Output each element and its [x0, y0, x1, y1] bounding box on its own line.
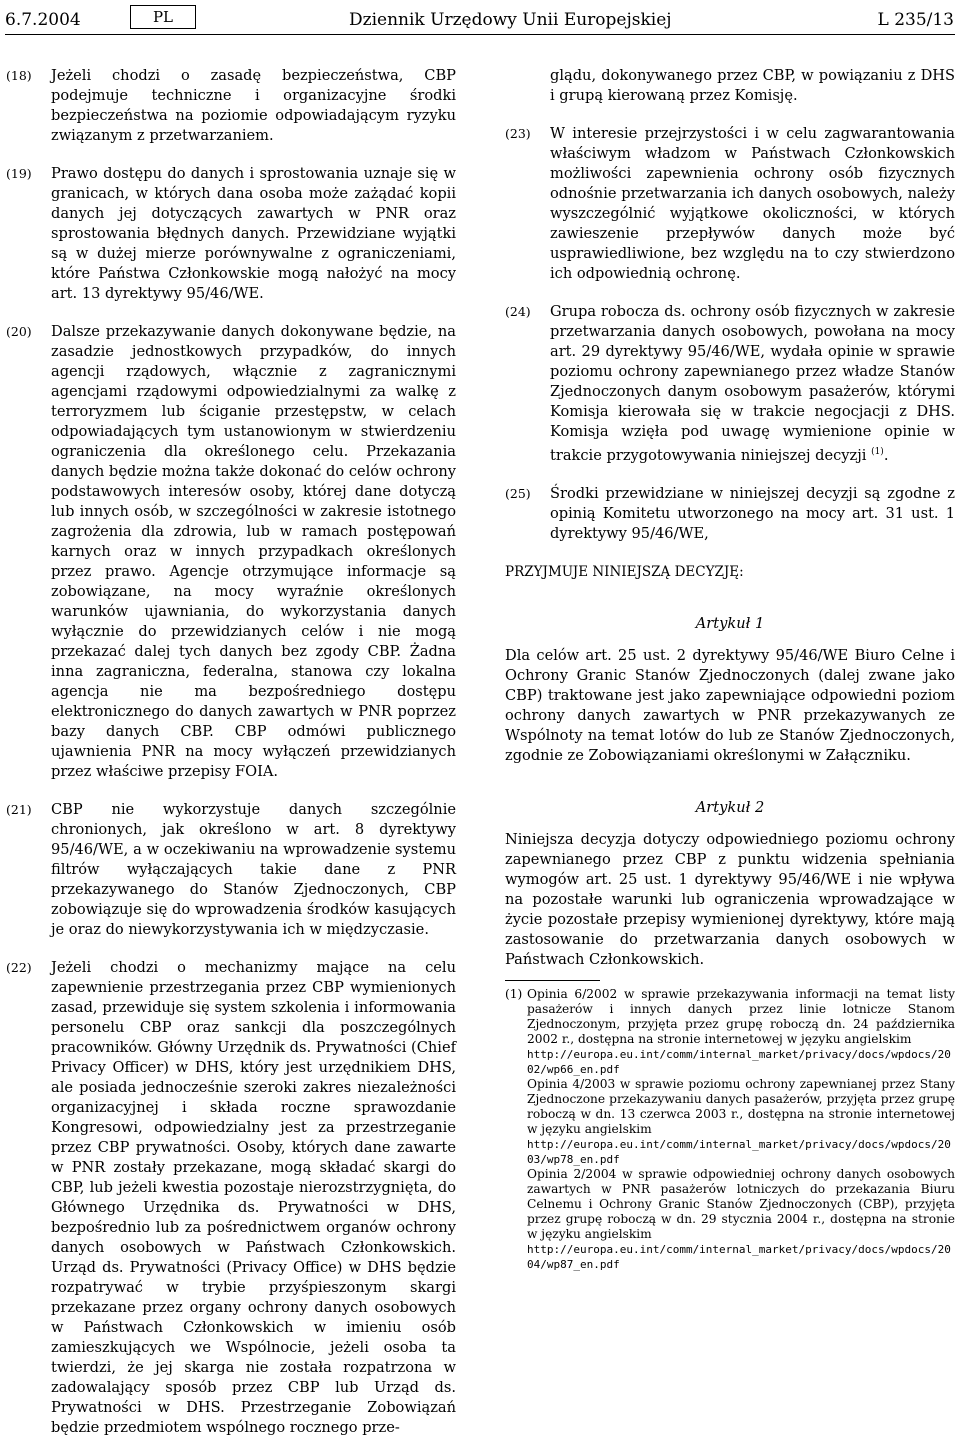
- recital-body: Grupa robocza ds. ochrony osób fizycznych w zakresie przetwarzania danych osobowych, powołana na mocy art. 29 dyrektywy 95/46/WE, wydała opinie w sprawie poziomu ochrony zapewnianego przez władze Stanów Zjednoczonych danym osobowym pasażerów, którymi Komisja kierowała się w trakcie negocjacji z DHS. Komisja wzięła pod uwagę wymienione opinie w trakcie przygotowywania niniejszej decyzji: [550, 303, 955, 464]
- page-header: [0, 5, 960, 35]
- article-2-text: Niniejsza decyzja dotyczy odpowiedniego poziomu ochrony zapewnianego przez CBP z punktu widzenia spełniania wymogów art. 25 ust. 1 dyrektywy 95/46/WE i nie wpływa na pozostałe warunki lub ograniczenia wprowadzające w życie pozostałe przepisy wymienionej dyrektywy, które mają zastosowanie do przetwarzania danych osobowych w Państwach Członkowskich.: [505, 830, 955, 968]
- recital-24: [505, 302, 955, 466]
- left-column: [6, 66, 456, 1456]
- footnote-opinion-1: Opinia 6/2002 w sprawie przekazywania informacji na temat listy pasażerów i innych danych przez linie lotnicze Stanom Zjednoczonym, przyjęta przez grupę roboczą dn. 24 października 2002 r., dostępna na stronie internetowej w języku angielskim: [527, 986, 955, 1046]
- footnote-link-2[interactable]: http://europa.eu.int/comm/internal_market/privacy/docs/wpdocs/2003/wp78_en.pdf: [527, 1137, 951, 1166]
- recital-number: (24): [505, 304, 531, 319]
- footnote-link-3[interactable]: http://europa.eu.int/comm/internal_market/privacy/docs/wpdocs/2004/wp87_en.pdf: [527, 1242, 951, 1271]
- article-2-title: Artykuł 2: [695, 798, 765, 816]
- recital-number: (20): [6, 324, 32, 339]
- recital-23: [505, 124, 955, 284]
- language-badge: PL: [130, 5, 196, 29]
- recital-20: [6, 322, 456, 782]
- footnote-text: [527, 987, 955, 1272]
- recital-22: [6, 958, 456, 1438]
- recital-text: Jeżeli chodzi o mechanizmy mające na celu zapewnienie przestrzegania przez CBP wymienionych zasad, przewiduje się system szkolenia i informowania personelu CBP oraz sankcji dla poszczególnych pracowników. Główny Urzędnik ds. Prywatności (Chief Privacy Officer) w DHS, który jest urzędnikiem DHS, ale posiada jednocześnie szeroki zakres niezależności organizacyjnej i składa roczne sprawozdanie Kongresowi, odpowiedzialny jest za przestrzeganie przez CBP prywatności. Osoby, których dane zawarte w PNR zostały przekazane, mogą składać skargi do CBP, lub jeżeli kwestia pozostaje nierozstrzygnięta, do Głównego Urzędnika ds. Prywatności w DHS, bezpośrednio lub za pośrednictwem organów ochrony danych osobowych w Państwach Członkowskich. Urząd ds. Prywatności (Privacy Office) w DHS będzie rozpatrywać w trybie przyśpieszonym skargi przekazane przez organy ochrony danych osobowych w Państwach Członkowskich w imieniu osób zamieszkujących we Wspólnocie, jeżeli osoba ta twierdzi, że jej skarga nie została rozpatrzona w zadowalający sposób przez CBP lub Urząd ds. Prywatności w DHS. Przestrzeganie Zobowiązań będzie przedmiotem wspólnego rocznego prze-: [51, 959, 456, 1436]
- footnote-reference[interactable]: (1): [871, 447, 884, 457]
- recital-18: [6, 66, 456, 146]
- footnote-rule: [505, 980, 600, 981]
- article-1-title: Artykuł 1: [695, 614, 765, 632]
- recital-number: (21): [6, 802, 32, 817]
- recital-text: Jeżeli chodzi o zasadę bezpieczeństwa, CBP podejmuje techniczne i organizacyjne środki bezpieczeństwa na poziomie odpowiadającym ryzyku związanym z przetwarzaniem.: [51, 67, 456, 144]
- recital-text: [550, 302, 955, 466]
- recital-text: Prawo dostępu do danych i sprostowania uznaje się w granicach, w których dana osoba może zażądać kopii danych jej dotyczących zawartych w PNR oraz sprostowania błędnych danych. Przewidziane wyjątki są w dużej mierze porównywalne z ograniczeniami, które Państwa Członkowskie mogą nałożyć na mocy art. 13 dyrektywy 95/46/WE.: [51, 165, 456, 302]
- page-number: L 235/13: [877, 10, 954, 30]
- footnote-number: (1): [505, 986, 523, 1001]
- decision-formula: PRZYJMUJE NINIEJSZĄ DECYZJĘ:: [505, 563, 744, 580]
- recital-number: (23): [505, 126, 531, 141]
- recital-22-continuation: glądu, dokonywanego przez CBP, w powiązaniu z DHS i grupą kierowaną przez Komisję.: [550, 67, 955, 104]
- footnote-link-1[interactable]: http://europa.eu.int/comm/internal_market/privacy/docs/wpdocs/2002/wp66_en.pdf: [527, 1047, 951, 1076]
- publication-date: 6.7.2004: [5, 10, 81, 30]
- right-column: [505, 66, 955, 1272]
- recital-text: Dalsze przekazywanie danych dokonywane będzie, na zasadzie jednostkowych przypadków, do innych agencji rządowych, włącznie z zagranicznymi agencjami rządowymi odpowiedzialnymi za walkę z terroryzmem lub ściganie przestępstw, w celach odpowiadających tym ustanowionym w stwierdzeniu ograniczenia dla określonego celu. Przekazania danych będzie można także dokonać do celów ochrony podstawowych interesów osoby, której dane dotyczą lub innych osób, w szczególności w zakresie istotnego zagrożenia dla zdrowia, lub w ramach postępowań karnych oraz w innych przypadkach określonych przez prawo. Agencje otrzymujące informacje są zobowiązane, na mocy wyraźnie określonych warunków ujawniania, do wykorzystania danych wyłącznie do przewidzianych celów i nie mogą przekazać dalej tych danych bez zgody CBP. Żadna inna zagraniczna, federalna, stanowa czy lokalna agencja nie ma bezpośredniego dostępu elektronicznego do danych zawartych w PNR poprzez bazy danych CBP. CBP odmówi publicznego ujawnienia PNR na mocy wyłączeń przewidzianych przez właściwe przepisy FOIA.: [51, 323, 456, 780]
- footnote-1: [505, 987, 955, 1272]
- recital-25: [505, 484, 955, 544]
- article-1-text: Dla celów art. 25 ust. 2 dyrektywy 95/46/WE Biuro Celne i Ochrony Granic Stanów Zjednoczonych (dalej zwane jako CBP) traktowane jest jako zapewniające odpowiedni poziom ochrony danych zawartych w PNR przekazywanych ze Wspólnoty na temat lotów do lub ze Stanów Zjednoczonych, zgodnie ze Zobowiązaniami określonymi w Załączniku.: [505, 646, 955, 764]
- footnote-opinion-2: Opinia 4/2003 w sprawie poziomu ochrony zapewnianej przez Stany Zjednoczone przekazywaniu danych pasażerów, przyjęta przez grupę roboczą w dn. 13 czerwca 2003 r., dostępna na stronie internetowej w języku angielskim: [527, 1076, 955, 1136]
- recital-tail: .: [883, 446, 889, 464]
- recital-text: CBP nie wykorzystuje danych szczególnie chronionych, jak określono w art. 8 dyrektywy 95/46/WE, a w oczekiwaniu na wprowadzenie systemu filtrów wyłączających takie dane z PNR przekazywanego do Stanów Zjednoczonych, CBP zobowiązuje się do wprowadzenia środków kasujących je oraz do niewykorzystywania ich w międzyczasie.: [51, 801, 456, 938]
- recital-text: W interesie przejrzystości i w celu zagwarantowania właściwym władzom w Państwach Członkowskich możliwości zapewnienia ochrony osób fizycznych odnośnie przetwarzania ich danych osobowych, należy wyszczególnić wyjątkowe okoliczności, w których zawieszenie przepływów danych może być usprawiedliwione, bez względu na to czy stwierdzono ich odpowiednią ochronę.: [550, 125, 955, 282]
- recital-text: Środki przewidziane w niniejszej decyzji są zgodne z opinią Komitetu utworzonego na mocy art. 31 ust. 1 dyrektywy 95/46/WE,: [550, 484, 955, 542]
- recital-19: [6, 164, 456, 304]
- recital-number: (22): [6, 960, 32, 975]
- header-rule: [5, 34, 955, 35]
- recital-number: (19): [6, 166, 32, 181]
- footnote-opinion-3: Opinia 2/2004 w sprawie odpowiedniej ochrony danych osobowych zawartych w PNR pasażerów lotniczych do przekazania Biuru Celnemu i Ochrony Granic Stanów Zjednoczonych (CBP), przyjęta przez grupę roboczą w dn. 29 stycznia 2004 r., dostępna na stronie w języku angielskim: [527, 1166, 955, 1241]
- journal-title: Dziennik Urzędowy Unii Europejskiej: [349, 10, 672, 30]
- recital-number: (25): [505, 485, 531, 501]
- recital-21: [6, 800, 456, 940]
- recital-number: (18): [6, 68, 32, 83]
